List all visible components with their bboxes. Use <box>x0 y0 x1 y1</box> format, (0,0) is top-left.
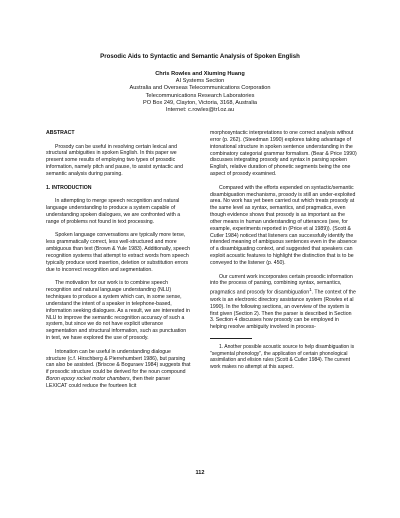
affiliation-line: Telecommunications Research Laboratories <box>145 92 255 99</box>
paragraph-text: . The context of the work is an electronic directory assistance system (Rowles et al 1990). In the following sections, an overview of the system is first given (Section 2). Then the parser is described in Section 3. Section 4 discusses how prosody can be employed in helping resolve ambiguity involved in process- <box>210 290 356 331</box>
abstract-heading: ABSTRACT <box>46 130 75 136</box>
paragraph-text: Our current work incorporates certain prosodic information into the process of parsing, combining syntax, semantics, pragmatics and prosody for disambiguation <box>210 273 353 297</box>
left-column <box>46 130 191 397</box>
author-email: Internet: c.rowles@trl.oz.au <box>165 107 235 114</box>
paragraph: In attempting to merge speech recognition and natural language understanding to produce a system capable of understanding spoken dialogues, we are confronted with a range of problems not found in text processing. <box>46 198 181 225</box>
author-block <box>60 71 340 114</box>
paragraph: morphosyntactic interpretations to one correct analysis without error (p. 262). (Steedman 1990) explores taking advantage of intonational structure in spoken sentence understanding in the combinatory categorial grammar formalism. (Bear & Price 1990) discusses integrating prosody and syntax in parsing spoken English, relative duration of phonetic segments being the one aspect of prosody examined. <box>210 130 357 178</box>
affiliation-line: AI Systems Section <box>175 78 225 85</box>
paragraph: The motivation for our work is to combine speech recognition and natural language understanding (NLU) techniques to produce a system which can, in some sense, understand the intent of a speaker in telephone-based, information seeking dialogues. As a result, we are interested in NLU to improve the semantic recognition accuracy of such a system, but since we do not have explicit utterance segmentation and structural information, such as punctuation in text, we have explored the use of prosody. <box>46 280 190 342</box>
paper-title: Prosodic Aids to Syntactic and Semantic Analysis of Spoken English <box>100 53 300 60</box>
paragraph: Compared with the efforts expended on syntactic/semantic disambiguation mechanisms, prosody is still an under-exploited area. No work has yet been carried out which treats prosody at the same level as syntax, semantics, and pragmatics, even though evidence shows that prosody is as important as the other means in human understanding of utterances (see, for example, experiments reported in (Price et al 1989)). (Scott & Cutler 1984) noticed that listeners can successfully identify the intended meaning of ambiguous sentences even in the absence of a disambiguating context, and suggested that speakers can exploit acoustic features to highlight the distinction that is to be conveyed to the listener (p. 450). <box>210 184 357 266</box>
paragraph-text: Intonation can be useful in understanding dialogue structure (c.f. Hirschberg & Pierrehumbert 1986), but parsing can also be assisted. (Briscoe & Boguraev 1984) suggests that if prosodic structure could be derived for the noun compound <box>46 348 191 376</box>
abstract-text: Prosody can be useful in resolving certain lexical and structural ambiguities in spoken English. In this paper we present some results of employing two types of prosodic information, namely pitch and pause, to assist syntactic and semantic analysis during parsing. <box>46 143 183 178</box>
affiliation-line: PO Box 249, Clayton, Victoria, 3168, Australia <box>142 99 257 106</box>
paragraph: Spoken language conversations are typically more terse, less grammatically correct, less well-structured and more ambiguous than text (Brown & Yule 1983). Additionally, speech recognition systems that attempt to extract words from speech typically produce word insertion, deletion or substitution errors due to incorrect recognition and segmentation. <box>46 232 190 273</box>
right-column <box>210 130 357 377</box>
example-phrase: Boron epoxy rocket motor chambers <box>46 376 130 383</box>
paragraph <box>210 274 357 331</box>
page-number: 112 <box>195 470 205 476</box>
author-names: Chris Rowles and Xiuming Huang <box>155 71 245 77</box>
footnote-divider <box>210 338 252 339</box>
section-heading-introduction: 1. INTRODUCTION <box>46 184 92 191</box>
paragraph-text: , then their parser LEXICAT could reduce the fourteen licit <box>46 376 171 389</box>
footnote: 1. Another possible acoustic source to help disambiguation is "segmental phonology", the application of certain phonological assimilation and elision rules (Scott & Cutler 1984). The current work makes no attempt at this aspect. <box>210 343 355 370</box>
footnote-marker: 1 <box>309 287 312 293</box>
paragraph <box>46 349 191 390</box>
affiliation-line: Australia and Overseas Telecommunications Corporation <box>129 85 271 92</box>
